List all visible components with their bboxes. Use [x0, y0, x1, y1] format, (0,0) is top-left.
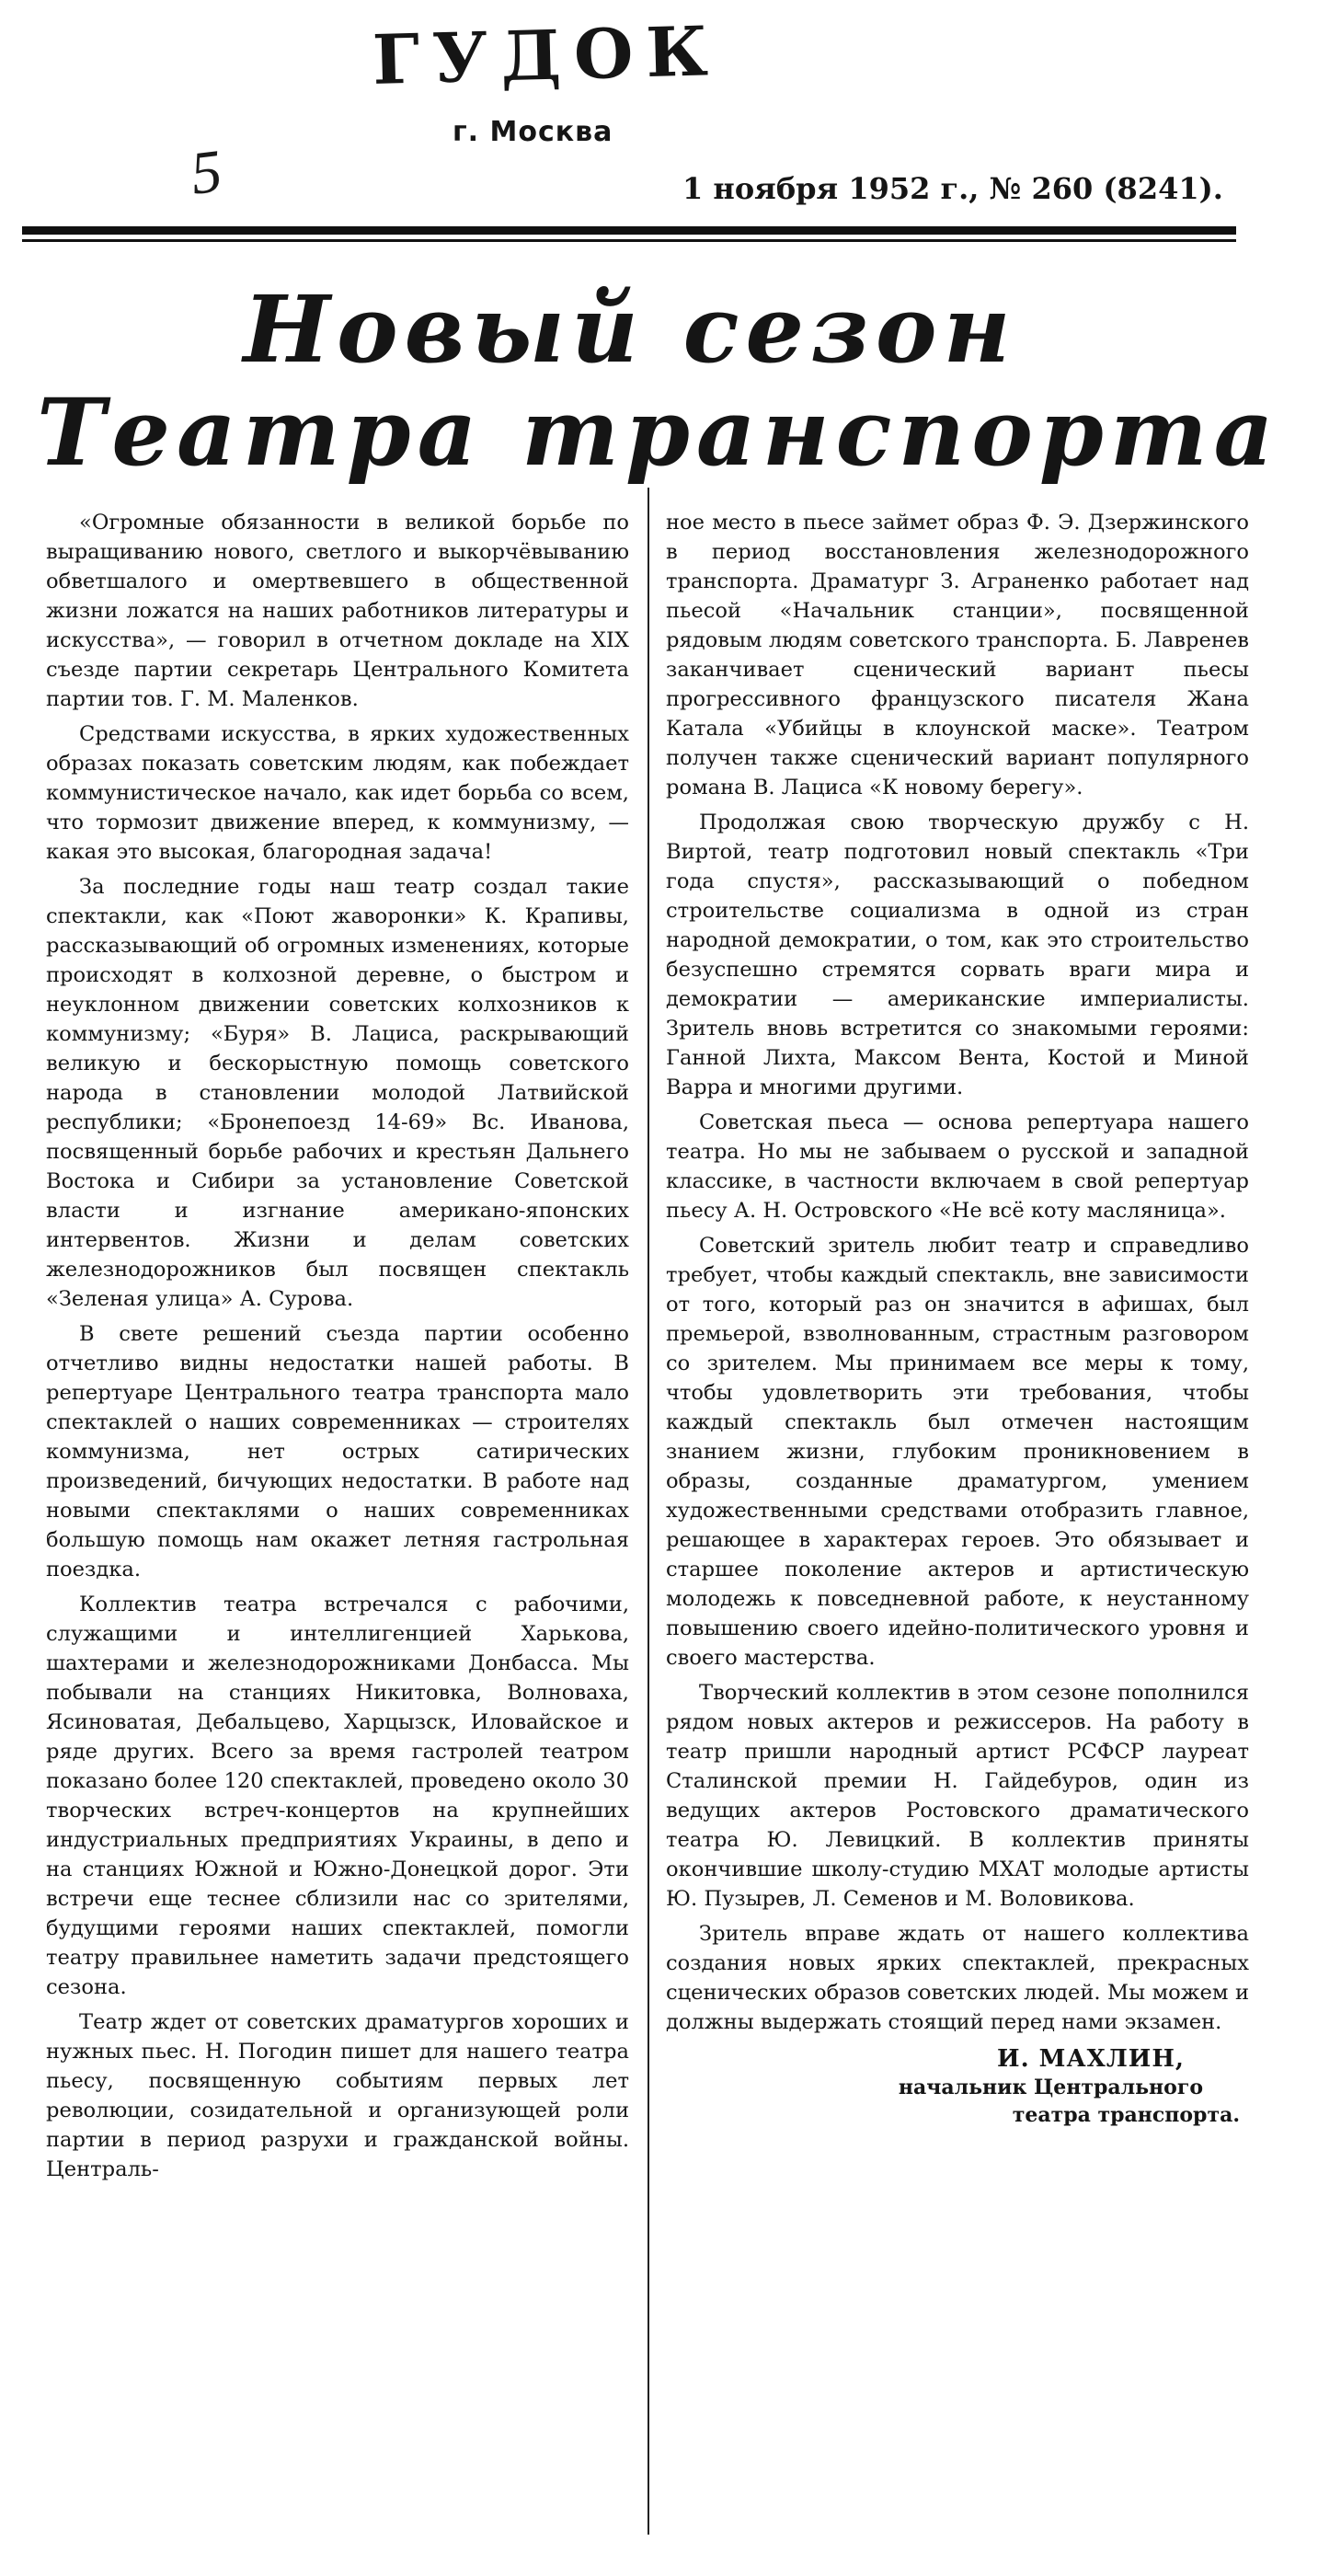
column-divider	[648, 488, 649, 2535]
article-left-column	[46, 508, 629, 2190]
author-role-line-2: театра транспорта.	[1012, 2103, 1240, 2127]
paragraph: Советская пьеса — основа репертуара нашего театра. Но мы не забываем о русской и западной классике, в частности включаем в свой репертуар пьесу А. Н. Островского «Не всё коту масляница».	[666, 1110, 1249, 1223]
newspaper-city: г. Москва	[453, 116, 613, 148]
headline-line-2: Театра транспорта	[37, 378, 1280, 487]
paragraph-continuation: ное место в пьесе займет образ Ф. Э. Дзержинского в период восстановления железнодорожного транспорта. Драматург З. Аграненко работает над пьесой «Начальник станции», посвященной рядовым людям советского транспорта. Б. Лавренев заканчивает сценический вариант пьесы прогрессивного французского писателя Жана Катала «Убийцы в клоунской маске». Театром получен также сценический вариант популярного романа В. Лациса «К новому берегу».	[666, 511, 1249, 799]
masthead-rule-thin	[22, 239, 1236, 242]
masthead-rule-thick	[22, 226, 1236, 235]
paragraph: Советский зритель любит театр и справедливо требует, чтобы каждый спектакль, вне зависимости от того, который раз он значится в афишах, был премьерой, взволнованным, страстным разговором со зрителем. Мы принимаем все меры к тому, чтобы удовлетворить эти требования, чтобы каждый спектакль был отмечен настоящим знанием жизни, глубоким проникновением в образы, созданные драматургом, умением художественными средствами отобразить главное, решающее в характерах героев. Это обязывает и старшее поколение актеров и артистическую молодежь к повседневной работе, к неустанному повышению своего идейно-политического уровня и своего мастерства.	[666, 1234, 1249, 1670]
paragraph: За последние годы наш театр создал такие спектакли, как «Поют жаворонки» К. Крапивы, рассказывающий об огромных изменениях, которые происходят в колхозной деревне, о быстром и неуклонном движении советских колхозников к коммунизму; «Буря» В. Лациса, раскрывающий великую и бескорыстную помощь советского народа в становлении молодой Латвийской республики; «Бронепоезд 14-69» Вс. Иванова, посвященный борьбе рабочих и крестьян Дальнего Востока и Сибири за установление Советской власти и изгнание американо-японских интервентов. Жизни и делам советских железнодорожников был посвящен спектакль «Зеленая улица» А. Сурова.	[46, 875, 629, 1311]
paragraph: Зритель вправе ждать от нашего коллектива создания новых ярких спектаклей, прекрасных сценических образов советских людей. Мы можем и должны выдержать стоящий перед нами экзамен.	[666, 1922, 1249, 2034]
handwritten-number-mark: 5	[187, 137, 226, 208]
issue-date-number: 1 ноября 1952 г., № 260 (8241).	[682, 171, 1223, 206]
paragraph: Средствами искусства, в ярких художественных образах показать советским людям, как побеждает коммунистическое начало, как идет борьба со всем, что тормозит движение вперед, к коммунизму, — какая это высокая, благородная задача!	[46, 722, 629, 864]
paragraph: Продолжая свою творческую дружбу с Н. Виртой, театр подготовил новый спектакль «Три года спустя», рассказывающий о победном строительстве социализма в одной из стран народной демократии, о том, как это строительство безуспешно стремятся сорвать враги мира и демократии — американские империалисты. Зритель вновь встретится со знакомыми героями: Ганной Лихта, Максом Вента, Костой и Миной Варра и многими другими.	[666, 811, 1249, 1099]
author-role-line-1: начальник Центрального	[898, 2076, 1203, 2099]
headline-line-1: Новый сезон	[243, 275, 1017, 384]
paragraph: В свете решений съезда партии особенно отчетливо видны недостатки нашей работы. В репертуаре Центрального театра транспорта мало спектаклей о наших современниках — строителях коммунизма, нет острых сатирических произведений, бичующих недостатки. В работе над новыми спектаклями о наших современниках большую помощь нам окажет летняя гастрольная поездка.	[46, 1322, 629, 1581]
paragraph: Творческий коллектив в этом сезоне пополнился рядом новых актеров и режиссеров. На работу в театр пришли народный артист РСФСР лауреат Сталинской премии Н. Гайдебуров, один из ведущих актеров Ростовского драматического театра Ю. Левицкий. В коллектив приняты окончившие школу-студию МХАТ молодые артисты Ю. Пузырев, Л. Семенов и М. Воловикова.	[666, 1681, 1249, 1911]
author-name: И. МАХЛИН,	[997, 2045, 1185, 2073]
signature-block	[666, 2044, 1249, 2129]
paragraph: Коллектив театра встречался с рабочими, служащими и интеллигенцией Харькова, шахтерами и железнодорожниками Донбасса. Мы побывали на станциях Никитовка, Волноваха, Ясиноватая, Дебальцево, Харцызск, Иловайское и ряде других. Всего за время гастролей театром показано более 120 спектаклей, проведено около 30 творческих встреч-концертов на крупнейших индустриальных предприятиях Украины, в депо и на станциях Южной и Южно-Донецкой дорог. Эти встречи еще теснее сблизили нас со зрителями, будущими героями наших спектаклей, помогли театру правильнее наметить задачи предстоящего сезона.	[46, 1593, 629, 1999]
newspaper-masthead: ГУДОК	[371, 12, 722, 100]
paragraph: Театр ждет от советских драматургов хороших и нужных пьес. Н. Погодин пишет для нашего театра пьесу, посвященную событиям первых лет революции, созидательной и организующей роли партии в период разрухи и гражданской войны. Централь-	[46, 2010, 629, 2181]
paragraph: «Огромные обязанности в великой борьбе по выращиванию нового, светлого и выкорчёвыванию обветшалого и омертвевшего в общественной жизни ложатся на наших работников литературы и искусства», — говорил в отчетном докладе на XIX съезде партии секретарь Центрального Комитета партии тов. Г. М. Маленков.	[46, 511, 629, 711]
article-right-column	[666, 508, 1249, 2129]
